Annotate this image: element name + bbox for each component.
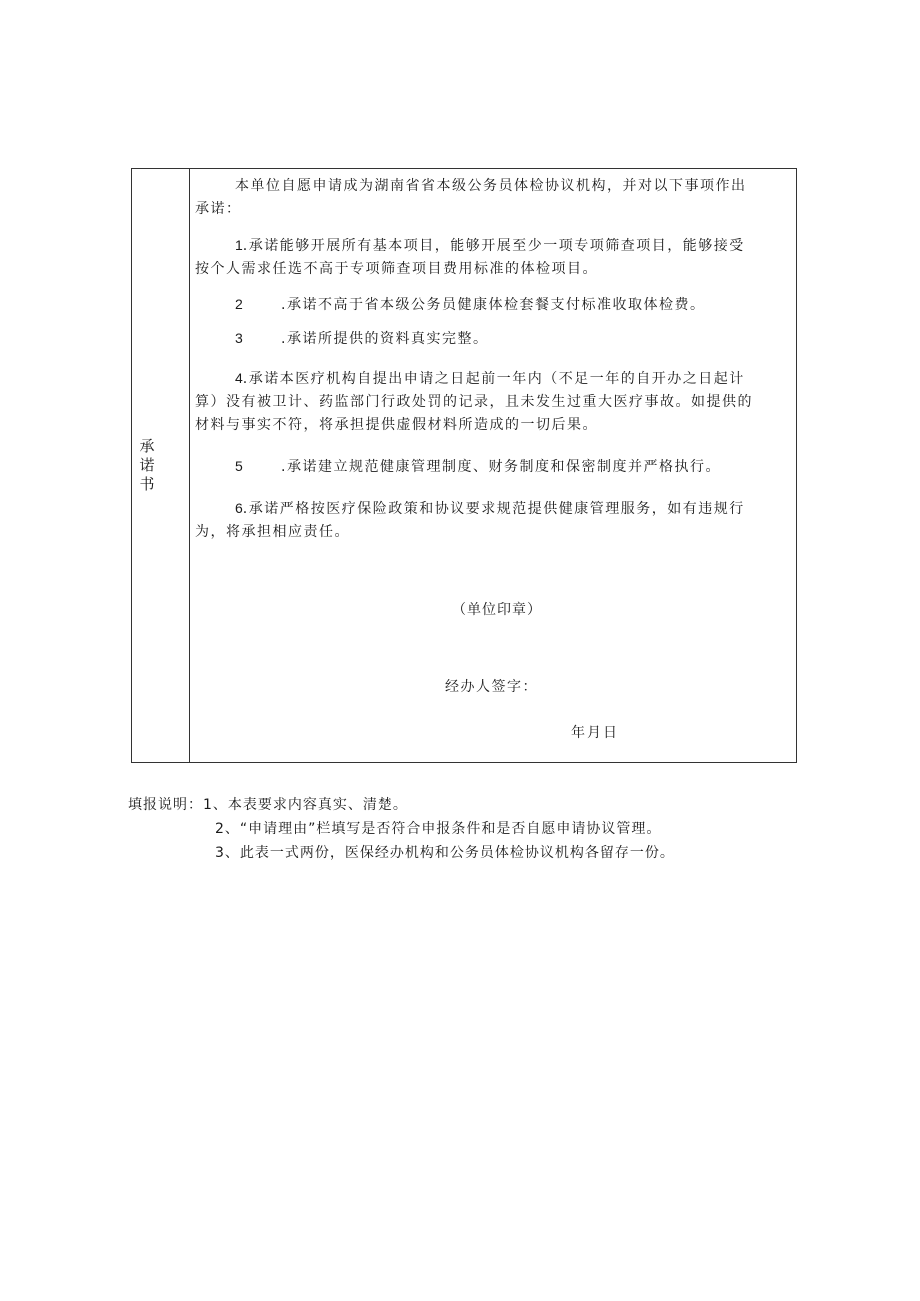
pledge-item-number: 6 — [235, 500, 243, 516]
pledge-intro-line: 本单位自愿申请成为湖南省省本级公务员体检协议机构，并对以下事项作出 — [235, 178, 747, 194]
pledge-item-text: 材料与事实不符，将承担提供虚假材料所造成的一切后果。 — [195, 417, 598, 433]
pledge-item-text: .承诺能够开展所有基本项目，能够开展至少一项专项筛查项目，能够接受 — [242, 238, 745, 254]
pledge-item-2 — [195, 293, 795, 317]
pledge-item-text: .承诺建立规范健康管理制度、财务制度和保密制度并严格执行。 — [281, 459, 721, 475]
pledge-label-cell — [132, 169, 190, 762]
pledge-label — [138, 437, 156, 494]
pledge-item-text: .承诺不高于省本级公务员健康体检套餐支付标准收取体检费。 — [281, 297, 706, 313]
pledge-item-text: .承诺本医疗机构自提出申请之日起前一年内（不足一年的自开办之日起计 — [242, 371, 745, 387]
filling-note: 3、此表一式两份，医保经办机构和公务员体检协议机构各留存一份。 — [215, 845, 675, 861]
pledge-content-cell — [190, 169, 796, 762]
signer-label: 经办人签字： — [445, 679, 538, 695]
pledge-item-text: 按个人需求任选不高于专项筛查项目费用标准的体检项目。 — [195, 261, 598, 277]
pledge-item-text: 算）没有被卫计、药监部门行政处罚的记录，且未发生过重大医疗事故。如提供的 — [195, 394, 753, 410]
pledge-label-char: 承 — [139, 437, 155, 455]
pledge-item-5 — [195, 455, 795, 479]
pledge-item-text: .承诺严格按医疗保险政策和协议要求规范提供健康管理服务，如有违规行 — [242, 501, 745, 517]
pledge-item-3 — [195, 327, 795, 351]
pledge-item-number: 4 — [235, 370, 243, 386]
pledge-intro-line: 承诺： — [195, 201, 242, 217]
pledge-label-char: 书 — [139, 475, 155, 493]
unit-seal-label: （单位印章） — [452, 602, 542, 618]
pledge-intro — [195, 175, 795, 221]
filling-note: 2、“申请理由”栏填写是否符合申报条件和是否自愿申请协议管理。 — [215, 821, 662, 837]
pledge-item-number: 5 — [235, 458, 243, 474]
pledge-item-text: 为，将承担相应责任。 — [195, 524, 350, 540]
pledge-item-1 — [195, 234, 795, 281]
pledge-table — [131, 168, 797, 763]
pledge-item-6 — [195, 497, 795, 544]
pledge-item-number: 1 — [235, 237, 243, 253]
pledge-label-char: 诺 — [139, 456, 155, 474]
date-label: 年月日 — [571, 725, 619, 741]
pledge-item-text: .承诺所提供的资料真实完整。 — [281, 331, 489, 347]
pledge-item-4 — [195, 367, 795, 437]
pledge-item-number: 3 — [235, 330, 243, 346]
filling-note: 填报说明：1、本表要求内容真实、清楚。 — [128, 797, 408, 813]
pledge-item-number: 2 — [235, 296, 243, 312]
filling-notes — [128, 793, 675, 865]
